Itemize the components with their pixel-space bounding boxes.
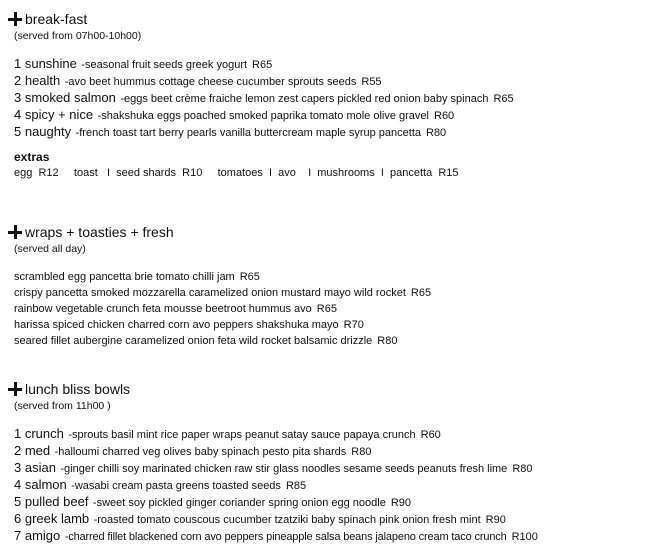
item-name: 6 greek lamb <box>14 511 90 526</box>
menu-item <box>14 333 431 349</box>
breakfast-header <box>8 10 514 28</box>
extras-title: extras <box>14 150 50 164</box>
item-text: rainbow vegetable crunch feta mousse beetroot hummus avo <box>14 303 312 315</box>
item-desc: -sweet soy pickled ginger coriander spring onion egg noodle <box>92 497 386 509</box>
wraps-header <box>8 223 431 241</box>
menu-item <box>14 269 431 285</box>
item-price: R60 <box>434 110 455 122</box>
item-desc: -eggs beet crème fraiche lemon zest capers pickled red onion baby spinach <box>120 93 489 105</box>
bowls-items <box>14 425 538 544</box>
item-desc: -shakshuka eggs poached smoked paprika tomato mole olive gravel <box>97 110 429 122</box>
item-price: R65 <box>493 93 514 105</box>
menu-item <box>14 317 431 333</box>
wraps-items <box>14 269 431 349</box>
menu-item <box>14 106 514 123</box>
menu-item <box>14 459 538 476</box>
item-price: R55 <box>361 76 382 88</box>
item-desc: -roasted tomato couscous cucumber tzatziki baby spinach pink onion fresh mint <box>93 514 481 526</box>
wraps-section <box>8 223 431 349</box>
item-desc: -french toast tart berry pearls vanilla buttercream maple syrup pancetta <box>75 127 421 139</box>
item-text: harissa spiced chicken charred corn avo peppers shakshuka mayo <box>14 319 339 331</box>
item-name: 5 naughty <box>14 124 72 139</box>
item-price: R60 <box>420 429 441 441</box>
plus-icon <box>8 12 22 26</box>
menu-item <box>14 425 538 442</box>
section-title: wraps + toasties + fresh <box>25 224 174 240</box>
item-price: R65 <box>239 271 260 283</box>
item-name: 3 asian <box>14 460 56 475</box>
menu-item <box>14 442 538 459</box>
item-name: 4 spicy + nice <box>14 107 94 122</box>
plus-icon <box>8 225 22 239</box>
menu-item <box>14 123 514 140</box>
item-desc: -sprouts basil mint rice paper wraps peanut satay sauce papaya crunch <box>68 429 416 441</box>
section-title: lunch bliss bowls <box>25 381 131 397</box>
item-price: R80 <box>377 335 398 347</box>
section-title: break-fast <box>25 11 88 27</box>
item-name: 4 salmon <box>14 477 67 492</box>
item-name: 1 sunshine <box>14 56 77 71</box>
item-price: R80 <box>426 127 447 139</box>
bowls-header <box>8 380 538 398</box>
item-name: 2 med <box>14 443 51 458</box>
item-price: R80 <box>512 463 533 475</box>
item-desc: -charred fillet blackened corn avo peppers pineapple salsa beans jalapeno cream taco crunch <box>64 531 507 543</box>
item-text: seared fillet aubergine caramelized onion feta wild rocket balsamic drizzle <box>14 335 373 347</box>
item-price: R80 <box>351 446 372 458</box>
breakfast-section <box>8 10 514 181</box>
extras-line: egg R12 toast I seed shards R10 tomatoes I avo I mushrooms I pancetta R15 <box>14 167 459 179</box>
item-price: R90 <box>390 497 411 509</box>
item-desc: -avo beet hummus cottage cheese cucumber sprouts seeds <box>64 76 357 88</box>
menu-item <box>14 89 514 106</box>
menu-item <box>14 527 538 544</box>
breakfast-items <box>14 55 514 140</box>
item-price: R90 <box>485 514 506 526</box>
section-subtitle: (served from 07h00-10h00) <box>14 30 142 42</box>
menu-item <box>14 476 538 493</box>
item-price: R70 <box>343 319 364 331</box>
item-text: crispy pancetta smoked mozzarella caramelized onion mustard mayo wild rocket <box>14 287 406 299</box>
item-price: R100 <box>511 531 538 543</box>
item-desc: -halloumi charred veg olives baby spinach pesto pita shards <box>54 446 347 458</box>
item-name: 7 amigo <box>14 528 61 543</box>
item-text: scrambled egg pancetta brie tomato chilli jam <box>14 271 235 283</box>
menu-item <box>14 493 538 510</box>
item-name: 3 smoked salmon <box>14 90 116 105</box>
item-price: R65 <box>252 59 273 71</box>
section-subtitle: (served from 11h00 ) <box>14 400 111 412</box>
item-desc: -ginger chilli soy marinated chicken raw stir glass noodles sesame seeds peanuts fresh lime <box>60 463 508 475</box>
item-desc: -wasabi cream pasta greens toasted seeds <box>71 480 281 492</box>
item-price: R65 <box>410 287 432 299</box>
item-desc: -seasonal fruit seeds greek yogurt <box>81 59 248 71</box>
menu-item <box>14 285 431 301</box>
item-price: R65 <box>316 303 337 315</box>
item-price: R85 <box>285 480 307 492</box>
item-name: 5 pulled beef <box>14 494 89 509</box>
menu-item <box>14 301 431 317</box>
item-name: 2 health <box>14 73 61 88</box>
bowls-section <box>8 380 538 544</box>
menu-item <box>14 55 514 72</box>
menu-item <box>14 510 538 527</box>
item-name: 1 crunch <box>14 426 64 441</box>
menu-item <box>14 72 514 89</box>
plus-icon <box>8 382 22 396</box>
section-subtitle: (served all day) <box>14 243 86 255</box>
